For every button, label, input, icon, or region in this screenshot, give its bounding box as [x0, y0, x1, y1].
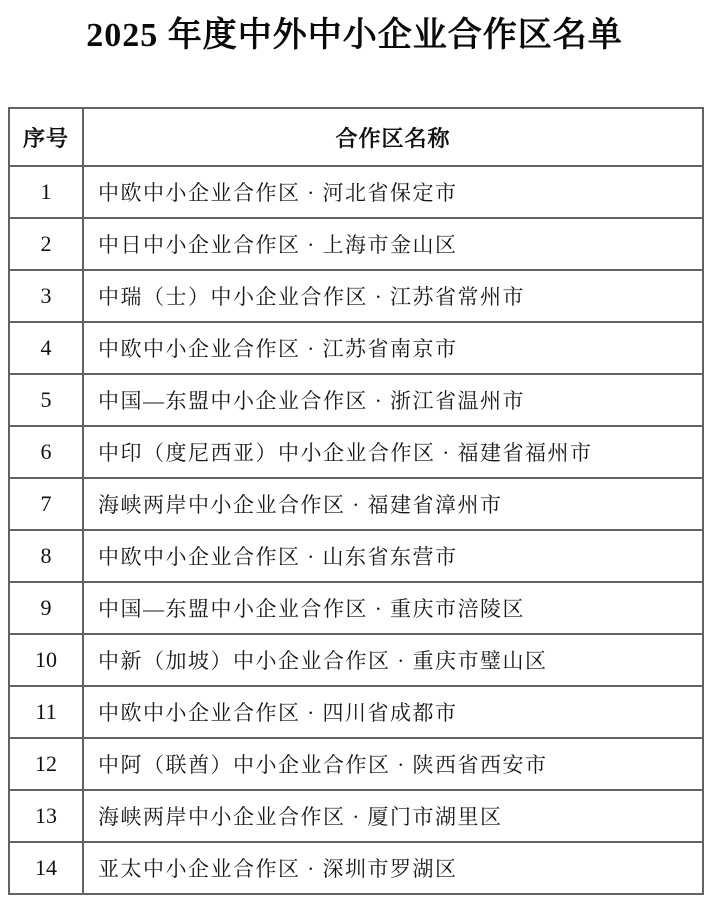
- row-index: 12: [9, 738, 83, 790]
- row-index: 11: [9, 686, 83, 738]
- zone-name: 中阿（联酋）中小企业合作区 · 陕西省西安市: [83, 738, 703, 790]
- zone-name: 海峡两岸中小企业合作区 · 厦门市湖里区: [83, 790, 703, 842]
- row-index: 7: [9, 478, 83, 530]
- zone-name: 中欧中小企业合作区 · 江苏省南京市: [83, 322, 703, 374]
- table-row: [9, 478, 703, 530]
- zone-name: 中印（度尼西亚）中小企业合作区 · 福建省福州市: [83, 426, 703, 478]
- zones-table: [8, 107, 704, 895]
- table-row: [9, 166, 703, 218]
- table-row: [9, 426, 703, 478]
- table-header-row: [9, 108, 703, 166]
- row-index: 9: [9, 582, 83, 634]
- zone-name: 中欧中小企业合作区 · 山东省东营市: [83, 530, 703, 582]
- row-index: 1: [9, 166, 83, 218]
- row-index: 4: [9, 322, 83, 374]
- row-index: 3: [9, 270, 83, 322]
- table-row: [9, 374, 703, 426]
- row-index: 13: [9, 790, 83, 842]
- zone-name: 中瑞（士）中小企业合作区 · 江苏省常州市: [83, 270, 703, 322]
- zone-name: 海峡两岸中小企业合作区 · 福建省漳州市: [83, 478, 703, 530]
- table-row: [9, 738, 703, 790]
- table-row: [9, 686, 703, 738]
- row-index: 8: [9, 530, 83, 582]
- row-index: 14: [9, 842, 83, 894]
- table-row: [9, 530, 703, 582]
- zone-name: 中欧中小企业合作区 · 四川省成都市: [83, 686, 703, 738]
- table-row: [9, 790, 703, 842]
- zone-name: 中国—东盟中小企业合作区 · 重庆市涪陵区: [83, 582, 703, 634]
- zone-name: 亚太中小企业合作区 · 深圳市罗湖区: [83, 842, 703, 894]
- zone-name: 中新（加坡）中小企业合作区 · 重庆市璧山区: [83, 634, 703, 686]
- row-index: 10: [9, 634, 83, 686]
- table-row: [9, 842, 703, 894]
- table-row: [9, 218, 703, 270]
- zone-name: 中日中小企业合作区 · 上海市金山区: [83, 218, 703, 270]
- table-row: [9, 270, 703, 322]
- table-row: [9, 582, 703, 634]
- table-row: [9, 322, 703, 374]
- row-index: 5: [9, 374, 83, 426]
- header-index: 序号: [9, 108, 83, 166]
- header-zone-name: 合作区名称: [83, 108, 703, 166]
- zone-name: 中国—东盟中小企业合作区 · 浙江省温州市: [83, 374, 703, 426]
- zone-name: 中欧中小企业合作区 · 河北省保定市: [83, 166, 703, 218]
- table-row: [9, 634, 703, 686]
- row-index: 2: [9, 218, 83, 270]
- row-index: 6: [9, 426, 83, 478]
- document-title: 2025 年度中外中小企业合作区名单: [86, 17, 623, 54]
